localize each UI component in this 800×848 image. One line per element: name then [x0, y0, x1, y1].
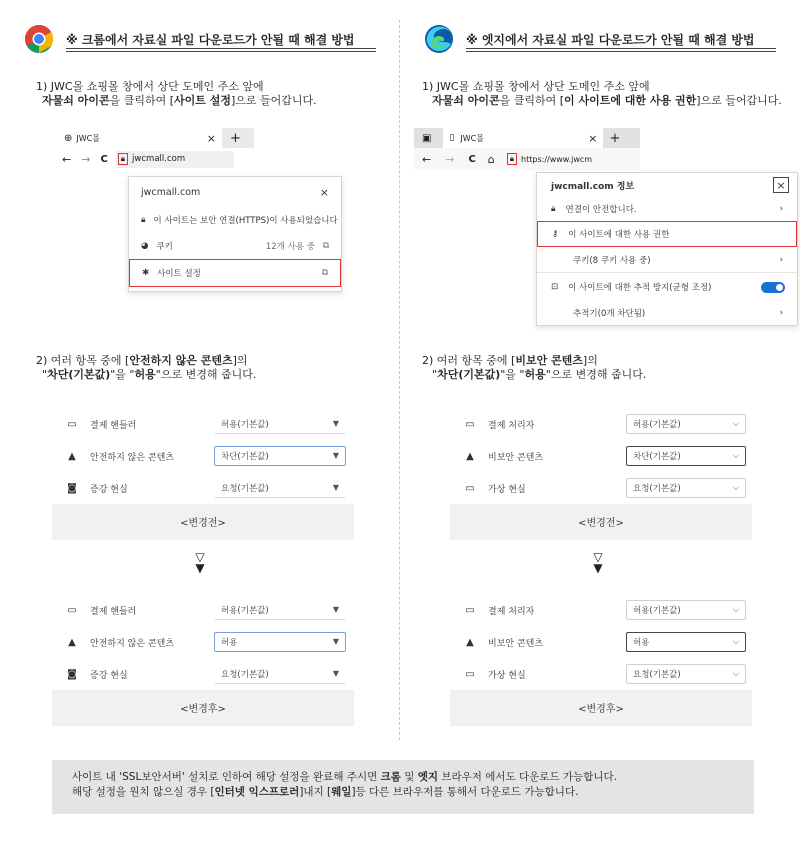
popup-site-name: jwcmall.com [141, 186, 201, 198]
permission-select[interactable]: 허용(기본값) ▼ [214, 414, 346, 434]
chrome-address-bar [54, 148, 346, 170]
permission-select[interactable]: 요청(기본값) ⌵ [626, 664, 746, 684]
step1-line2: 자물쇠 아이콘을 클릭하여 [사이트 설정]으로 들어갑니다. [42, 94, 317, 107]
globe-icon: ⊕ [64, 132, 73, 144]
step2-line1: 2) 여러 항목 중에 [안전하지 않은 콘텐츠]의 [36, 354, 248, 367]
down-arrow-icon: ▽ ▼ [593, 550, 603, 575]
chrome-column [0, 0, 400, 760]
edge-site-popup [536, 172, 798, 326]
external-link-icon: ⧉ [322, 241, 329, 251]
tab-actions-icon[interactable]: ▣ [422, 132, 432, 144]
down-arrow-icon: ▽ ▼ [195, 550, 205, 575]
omnibox[interactable] [116, 151, 234, 168]
popup-close-icon[interactable]: × [319, 185, 329, 199]
tab-title: JWC몰 [76, 133, 100, 143]
edge-tab[interactable] [443, 128, 603, 148]
edge-screenshot [414, 128, 800, 328]
step1-line1: 1) JWC몰 쇼핑몰 창에서 상단 도메인 주소 앞에 [36, 80, 264, 93]
popup-title: jwcmall.com 정보 [551, 181, 635, 192]
card-icon: ▭ [67, 418, 77, 430]
edge-logo-icon [424, 24, 454, 54]
chevron-right-icon: › [779, 308, 783, 318]
tracking-toggle[interactable] [761, 282, 785, 293]
lock-icon: 🔒︎ [141, 215, 146, 225]
chrome-site-popup [128, 176, 342, 292]
before-caption: <변경전> [578, 517, 624, 529]
gear-icon: ✱ [142, 268, 150, 278]
popup-close-icon[interactable]: × [773, 177, 789, 193]
settings-row: ▭ 결제 처리자 허용(기본값) ⌵ [450, 594, 752, 626]
after-caption: <변경후> [578, 703, 624, 715]
popup-header [129, 177, 341, 207]
popup-header [537, 173, 797, 197]
step2-line2: "차단(기본값)"을 "허용"으로 변경해 줍니다. [432, 368, 647, 381]
notice-line2: 해당 설정을 원치 않으실 경우 [인터넷 익스프로러]내지 [웨일]등 다른 브라우저를 통해서 다운로드 가능합니다. [72, 786, 579, 798]
warning-icon: ▲ [466, 450, 474, 462]
tab-title: JWC몰 [460, 133, 484, 143]
cookies-count: 12개 사용 중 [265, 242, 315, 252]
lock-icon: 🔒︎ [551, 204, 556, 214]
permission-select[interactable]: 요청(기본값) ▼ [214, 664, 346, 684]
vr-headset-icon: ◙ [67, 668, 77, 680]
url-text: jwcmall.com [132, 154, 186, 164]
before-caption: <변경전> [180, 517, 226, 529]
chevron-right-icon: › [779, 204, 783, 214]
chrome-heading [24, 24, 355, 54]
home-icon[interactable]: ⌂ [487, 152, 495, 166]
step1-line2: 자물쇠 아이콘을 클릭하여 [이 사이트에 대한 사용 권한]으로 들어갑니다. [432, 94, 782, 107]
forward-icon[interactable]: → [81, 152, 91, 166]
chrome-screenshot [54, 128, 346, 296]
edge-step1 [422, 80, 782, 108]
edge-tab-bar [414, 128, 640, 148]
settings-row: ▭ 가상 현실 요청(기본값) ⌵ [450, 472, 752, 504]
chrome-step2 [36, 354, 256, 382]
edge-heading-text: ※ 엣지에서 자료실 파일 다운로드가 안될 때 해결 방법 [466, 32, 755, 47]
settings-row: ▲ 비보안 콘텐츠 허용 ⌵ [450, 626, 752, 658]
forward-icon[interactable]: → [445, 152, 455, 166]
settings-row: ◙ 증강 현실 요청(기본값) ▼ [52, 472, 354, 504]
permission-select[interactable]: 허용 ▼ [214, 632, 346, 652]
step1-line1: 1) JWC몰 쇼핑몰 창에서 상단 도메인 주소 앞에 [422, 80, 650, 93]
settings-row: ▲ 안전하지 않은 콘텐츠 허용 ▼ [52, 626, 354, 658]
chrome-after-panel [52, 590, 354, 726]
chevron-right-icon: › [779, 254, 783, 265]
settings-row: ▲ 안전하지 않은 콘텐츠 차단(기본값) ▼ [52, 440, 354, 472]
new-tab-icon[interactable]: + [609, 130, 621, 146]
permission-select[interactable]: 허용(기본값) ▼ [214, 600, 346, 620]
edge-heading [424, 24, 755, 54]
heading-rule [466, 48, 776, 52]
card-icon: ▭ [465, 604, 475, 616]
page-icon: ▯ [449, 133, 455, 143]
chrome-logo-icon [24, 24, 54, 54]
settings-row: ▭ 가상 현실 요청(기본값) ⌵ [450, 658, 752, 690]
popup-cookies-row[interactable]: ◕ 쿠키 12개 사용 중 ⧉ [141, 241, 329, 252]
settings-row: ▭ 결제 처리자 허용(기본값) ⌵ [450, 408, 752, 440]
vr-headset-icon: ▭ [465, 482, 475, 494]
tracking-prevention-icon: ⊡ [551, 282, 559, 292]
cookie-icon: ◕ [141, 241, 149, 251]
external-link-icon: ⧉ [321, 268, 328, 278]
edge-step2 [422, 354, 646, 382]
tab-close-icon[interactable]: × [206, 131, 216, 145]
after-caption: <변경후> [180, 703, 226, 715]
new-tab-icon[interactable]: + [230, 130, 241, 146]
chrome-before-panel [52, 404, 354, 540]
step2-line2: "차단(기본값)"을 "허용"으로 변경해 줍니다. [42, 368, 257, 381]
chrome-tab[interactable] [54, 128, 222, 148]
tab-close-icon[interactable]: × [588, 131, 598, 145]
permission-select[interactable]: 허용(기본값) ⌵ [626, 414, 746, 434]
popup-secure-row[interactable]: 🔒︎ 이 사이트는 보안 연결(HTTPS)이 사용되었습니다 [141, 215, 338, 226]
notice-box [52, 760, 754, 814]
card-icon: ▭ [465, 418, 475, 430]
lock-icon[interactable]: 🔒︎ [118, 153, 128, 165]
permission-select[interactable]: 허용(기본값) ⌵ [626, 600, 746, 620]
vr-headset-icon: ▭ [465, 668, 475, 680]
heading-rule [66, 48, 376, 52]
settings-row: ▭ 결제 핸들러 허용(기본값) ▼ [52, 408, 354, 440]
popup-secure-row[interactable]: 🔒︎ 연결이 안전합니다. › [551, 204, 783, 215]
reload-icon[interactable]: C [468, 153, 476, 165]
popup-permissions-row[interactable]: ⚷ 이 사이트에 대한 사용 권한 [537, 221, 797, 247]
warning-icon: ▲ [466, 636, 474, 648]
reload-icon[interactable]: C [100, 153, 108, 165]
permission-select[interactable]: 차단(기본값) ▼ [214, 446, 346, 466]
url-text: https://www.jwcm [521, 154, 593, 164]
permission-select[interactable]: 요청(기본값) ▼ [214, 478, 346, 498]
warning-icon: ▲ [68, 636, 76, 648]
step2-line1: 2) 여러 항목 중에 [비보안 콘텐츠]의 [422, 354, 598, 367]
back-icon[interactable]: ← [422, 152, 432, 166]
edge-address-bar [414, 148, 640, 170]
card-icon: ▭ [67, 604, 77, 616]
chrome-heading-text: ※ 크롬에서 자료실 파일 다운로드가 안될 때 해결 방법 [66, 32, 355, 47]
warning-icon: ▲ [68, 450, 76, 462]
back-icon[interactable]: ← [62, 152, 72, 166]
popup-trackers-row[interactable]: 추적기(0개 차단됨) › [573, 308, 783, 319]
edge-before-panel [450, 404, 752, 540]
settings-row: ◙ 증강 현실 요청(기본값) ▼ [52, 658, 354, 690]
popup-tracking-row[interactable]: ⊡ 이 사이트에 대한 추적 방지(균형 조정) [537, 273, 797, 301]
key-icon: ⚷ [552, 229, 559, 239]
edge-after-panel [450, 590, 752, 726]
chrome-tab-bar [54, 128, 254, 148]
permission-select[interactable]: 차단(기본값) ⌵ [626, 446, 746, 466]
edge-column [400, 0, 800, 760]
notice-line1: 사이트 내 'SSL보안서버' 설치로 인하여 해당 설정을 완료해 주시면 크롬 및 엣지 브라우저 에서도 다운로드 가능합니다. [72, 771, 617, 783]
permission-select[interactable]: 요청(기본값) ⌵ [626, 478, 746, 498]
vr-headset-icon: ◙ [67, 482, 77, 494]
permission-select[interactable]: 허용 ⌵ [626, 632, 746, 652]
settings-row: ▲ 비보안 콘텐츠 차단(기본값) ⌵ [450, 440, 752, 472]
lock-icon[interactable]: 🔒︎ [507, 153, 517, 165]
settings-row: ▭ 결제 핸들러 허용(기본값) ▼ [52, 594, 354, 626]
popup-cookies-row[interactable]: 쿠키(8 쿠키 사용 중) › [537, 247, 797, 273]
chrome-step1 [36, 80, 317, 108]
popup-site-settings-row[interactable]: ✱ 사이트 설정 ⧉ [129, 259, 341, 287]
